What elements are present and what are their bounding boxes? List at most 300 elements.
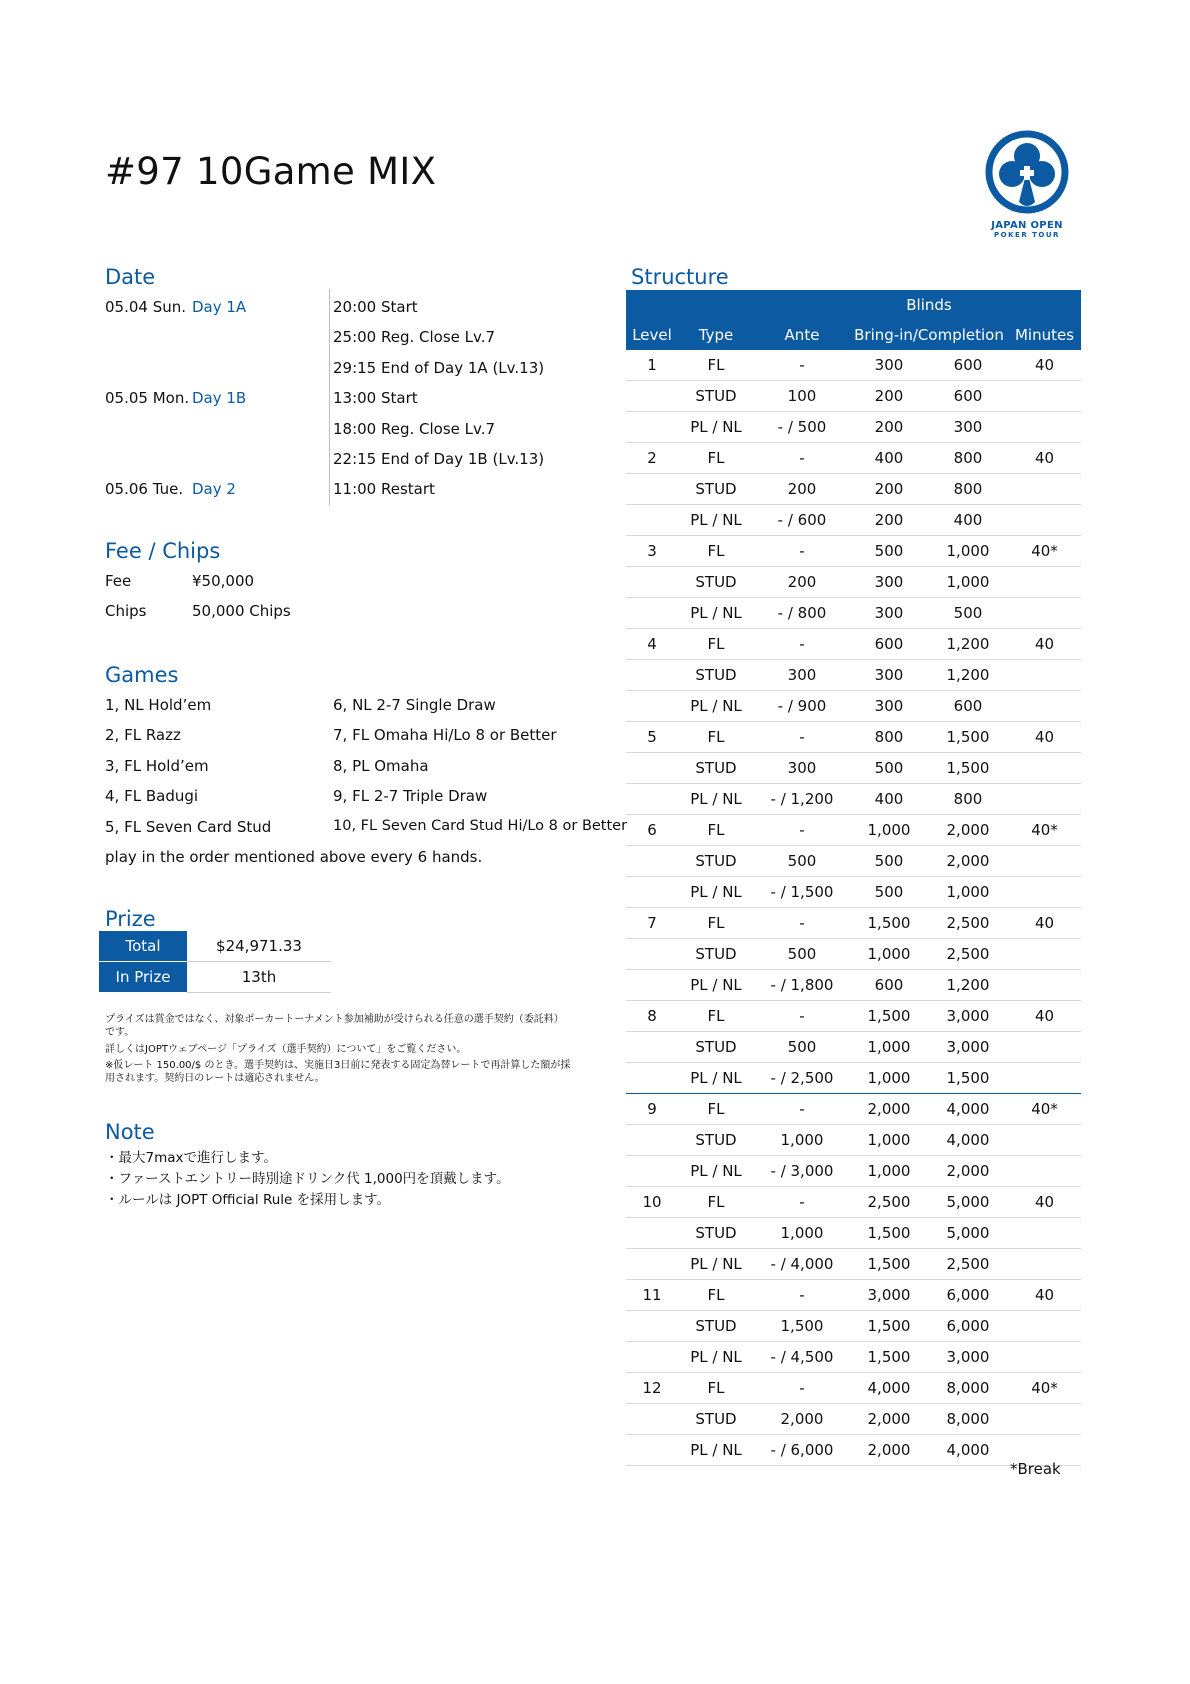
break-note: *Break: [1010, 1460, 1061, 1478]
game-item: 8, PL Omaha: [333, 757, 429, 775]
bring-in-cell: 200: [850, 412, 928, 443]
ante-cell: - / 6,000: [754, 1435, 850, 1466]
prize-heading: Prize: [105, 907, 156, 931]
level-cell: 6: [626, 815, 678, 846]
level-cell: [626, 691, 678, 722]
game-item: 10, FL Seven Card Stud Hi/Lo 8 or Better: [333, 818, 628, 834]
completion-cell: 6,000: [928, 1311, 1008, 1342]
completion-cell: 4,000: [928, 1435, 1008, 1466]
table-row: [626, 1063, 1081, 1094]
game-item: 2, FL Razz: [105, 726, 181, 744]
game-item: 3, FL Hold’em: [105, 757, 209, 775]
table-row: [626, 629, 1081, 660]
ante-cell: -: [754, 1187, 850, 1218]
completion-cell: 8,000: [928, 1373, 1008, 1404]
day-label: Day 2: [192, 480, 236, 498]
level-cell: 5: [626, 722, 678, 753]
header-bring-in: Bring-in/Completion: [850, 320, 1008, 350]
completion-cell: 500: [928, 598, 1008, 629]
bring-in-cell: 300: [850, 567, 928, 598]
game-item: 5, FL Seven Card Stud: [105, 818, 272, 836]
completion-cell: 1,500: [928, 722, 1008, 753]
date-row-1: [105, 298, 186, 316]
fee-heading: Fee / Chips: [105, 539, 221, 563]
ante-cell: 500: [754, 939, 850, 970]
table-row: [626, 660, 1081, 691]
bring-in-cell: 400: [850, 443, 928, 474]
level-cell: 2: [626, 443, 678, 474]
completion-cell: 300: [928, 412, 1008, 443]
completion-cell: 2,000: [928, 846, 1008, 877]
ante-cell: 200: [754, 567, 850, 598]
completion-cell: 600: [928, 381, 1008, 412]
level-cell: 12: [626, 1373, 678, 1404]
games-order-note: play in the order mentioned above every 6 hands.: [105, 848, 483, 866]
game-item: 6, NL 2-7 Single Draw: [333, 696, 496, 714]
type-cell: STUD: [678, 1311, 754, 1342]
day-label: Day 1A: [192, 298, 247, 316]
header-blank: [626, 290, 678, 320]
level-cell: [626, 1156, 678, 1187]
minutes-cell: [1008, 1156, 1081, 1187]
completion-cell: 8,000: [928, 1404, 1008, 1435]
minutes-cell: [1008, 1249, 1081, 1280]
level-cell: [626, 784, 678, 815]
minutes-cell: [1008, 939, 1081, 970]
type-cell: PL / NL: [678, 1342, 754, 1373]
bring-in-cell: 300: [850, 350, 928, 381]
minutes-cell: [1008, 1404, 1081, 1435]
date-value: 05.04 Sun.: [105, 298, 187, 316]
level-cell: [626, 474, 678, 505]
table-row: [626, 1404, 1081, 1435]
completion-cell: 1,000: [928, 877, 1008, 908]
minutes-cell: [1008, 1032, 1081, 1063]
ante-cell: -: [754, 536, 850, 567]
level-cell: [626, 970, 678, 1001]
completion-cell: 800: [928, 443, 1008, 474]
ante-cell: - / 500: [754, 412, 850, 443]
minutes-cell: 40: [1008, 1187, 1081, 1218]
prize-note-3: ※仮レート 150.00/$ のとき。選手契約は、実施日3日前に発表する固定為替レートで再計算した額が採用されます。契約日のレートは適応されません。: [105, 1060, 571, 1084]
table-row: [626, 753, 1081, 784]
table-row: [626, 1156, 1081, 1187]
bring-in-cell: 1,500: [850, 908, 928, 939]
ante-cell: -: [754, 1373, 850, 1404]
level-cell: [626, 1032, 678, 1063]
level-cell: 10: [626, 1187, 678, 1218]
bring-in-cell: 1,000: [850, 815, 928, 846]
ante-cell: - / 4,000: [754, 1249, 850, 1280]
table-row: [626, 536, 1081, 567]
minutes-cell: 40*: [1008, 1373, 1081, 1404]
date-divider: [329, 289, 330, 505]
completion-cell: 800: [928, 474, 1008, 505]
type-cell: STUD: [678, 1218, 754, 1249]
schedule-time: 20:00 Start: [333, 298, 418, 316]
minutes-cell: 40: [1008, 1001, 1081, 1032]
type-cell: FL: [678, 629, 754, 660]
minutes-cell: [1008, 753, 1081, 784]
completion-cell: 3,000: [928, 1001, 1008, 1032]
type-cell: PL / NL: [678, 877, 754, 908]
level-cell: 4: [626, 629, 678, 660]
level-cell: [626, 1311, 678, 1342]
type-cell: STUD: [678, 1404, 754, 1435]
date-heading: Date: [105, 265, 156, 289]
ante-cell: - / 800: [754, 598, 850, 629]
bring-in-cell: 300: [850, 598, 928, 629]
completion-cell: 1,000: [928, 536, 1008, 567]
date-value: 05.05 Mon.: [105, 389, 190, 407]
type-cell: FL: [678, 1373, 754, 1404]
structure-table: [626, 290, 1081, 1466]
level-cell: [626, 660, 678, 691]
bring-in-cell: 300: [850, 691, 928, 722]
level-cell: 1: [626, 350, 678, 381]
header-minutes: Minutes: [1008, 320, 1081, 350]
minutes-cell: [1008, 846, 1081, 877]
game-item: 7, FL Omaha Hi/Lo 8 or Better: [333, 726, 557, 744]
type-cell: PL / NL: [678, 1435, 754, 1466]
level-cell: 7: [626, 908, 678, 939]
date-value: 05.06 Tue.: [105, 480, 184, 498]
table-row: [626, 691, 1081, 722]
ante-cell: -: [754, 1280, 850, 1311]
completion-cell: 2,500: [928, 1249, 1008, 1280]
bring-in-cell: 1,500: [850, 1218, 928, 1249]
schedule-time: 13:00 Start: [333, 389, 418, 407]
minutes-cell: 40: [1008, 722, 1081, 753]
header-blinds: Blinds: [850, 290, 1008, 320]
structure-body: [626, 350, 1081, 1466]
bring-in-cell: 1,500: [850, 1001, 928, 1032]
table-row: [626, 846, 1081, 877]
schedule-time: 29:15 End of Day 1A (Lv.13): [333, 359, 545, 377]
table-row: [626, 350, 1081, 381]
level-cell: [626, 412, 678, 443]
completion-cell: 600: [928, 691, 1008, 722]
bring-in-cell: 300: [850, 660, 928, 691]
bring-in-cell: 1,000: [850, 939, 928, 970]
table-row: [626, 1125, 1081, 1156]
type-cell: STUD: [678, 381, 754, 412]
completion-cell: 1,500: [928, 1063, 1008, 1094]
prize-inprize-value: 13th: [187, 962, 331, 993]
type-cell: FL: [678, 908, 754, 939]
level-cell: [626, 1249, 678, 1280]
completion-cell: 4,000: [928, 1094, 1008, 1125]
prize-total-value: $24,971.33: [187, 931, 331, 962]
level-cell: [626, 753, 678, 784]
level-cell: [626, 1435, 678, 1466]
completion-cell: 2,000: [928, 815, 1008, 846]
minutes-cell: [1008, 1311, 1081, 1342]
bring-in-cell: 500: [850, 536, 928, 567]
ante-cell: -: [754, 443, 850, 474]
header-blank: [754, 290, 850, 320]
games-heading: Games: [105, 663, 179, 687]
table-row: [626, 598, 1081, 629]
ante-cell: 1,000: [754, 1125, 850, 1156]
level-cell: [626, 505, 678, 536]
table-row: [626, 1094, 1081, 1125]
ante-cell: - / 900: [754, 691, 850, 722]
ante-cell: - / 600: [754, 505, 850, 536]
bring-in-cell: 500: [850, 846, 928, 877]
minutes-cell: [1008, 660, 1081, 691]
minutes-cell: 40*: [1008, 815, 1081, 846]
minutes-cell: 40: [1008, 443, 1081, 474]
ante-cell: -: [754, 908, 850, 939]
header-level: Level: [626, 320, 678, 350]
prize-row-inprize: [99, 962, 331, 993]
type-cell: PL / NL: [678, 1249, 754, 1280]
completion-cell: 600: [928, 350, 1008, 381]
ante-cell: - / 1,200: [754, 784, 850, 815]
table-row: [626, 505, 1081, 536]
type-cell: PL / NL: [678, 505, 754, 536]
completion-cell: 2,500: [928, 939, 1008, 970]
table-row: [626, 1001, 1081, 1032]
type-cell: FL: [678, 443, 754, 474]
type-cell: STUD: [678, 660, 754, 691]
ante-cell: 1,000: [754, 1218, 850, 1249]
ante-cell: 500: [754, 846, 850, 877]
level-cell: [626, 1125, 678, 1156]
type-cell: FL: [678, 536, 754, 567]
header-blank: [678, 290, 754, 320]
minutes-cell: 40: [1008, 908, 1081, 939]
minutes-cell: [1008, 381, 1081, 412]
table-row: [626, 784, 1081, 815]
bring-in-cell: 2,500: [850, 1187, 928, 1218]
ante-cell: -: [754, 629, 850, 660]
schedule-time: 18:00 Reg. Close Lv.7: [333, 420, 496, 438]
level-cell: 3: [626, 536, 678, 567]
minutes-cell: [1008, 598, 1081, 629]
club-emblem-icon: [982, 130, 1072, 220]
game-item: 9, FL 2-7 Triple Draw: [333, 787, 488, 805]
prize-row-total: [99, 931, 331, 962]
type-cell: FL: [678, 1280, 754, 1311]
table-row: [626, 1187, 1081, 1218]
type-cell: STUD: [678, 1125, 754, 1156]
level-cell: [626, 846, 678, 877]
minutes-cell: 40: [1008, 1280, 1081, 1311]
level-cell: [626, 598, 678, 629]
table-row: [626, 412, 1081, 443]
ante-cell: - / 1,800: [754, 970, 850, 1001]
table-row: [626, 1342, 1081, 1373]
completion-cell: 1,000: [928, 567, 1008, 598]
type-cell: FL: [678, 1094, 754, 1125]
ante-cell: 100: [754, 381, 850, 412]
type-cell: FL: [678, 722, 754, 753]
table-row: [626, 1218, 1081, 1249]
type-cell: STUD: [678, 846, 754, 877]
level-cell: 8: [626, 1001, 678, 1032]
bring-in-cell: 1,000: [850, 1032, 928, 1063]
minutes-cell: [1008, 877, 1081, 908]
ante-cell: - / 3,000: [754, 1156, 850, 1187]
level-cell: [626, 1404, 678, 1435]
type-cell: FL: [678, 350, 754, 381]
type-cell: PL / NL: [678, 784, 754, 815]
bring-in-cell: 1,000: [850, 1063, 928, 1094]
completion-cell: 1,200: [928, 629, 1008, 660]
chips-label: Chips: [105, 602, 147, 620]
page-title: #97 10Game MIX: [105, 150, 437, 193]
level-cell: [626, 381, 678, 412]
table-row: [626, 1032, 1081, 1063]
completion-cell: 1,200: [928, 970, 1008, 1001]
minutes-cell: [1008, 1218, 1081, 1249]
bring-in-cell: 1,000: [850, 1125, 928, 1156]
note-line: ・ファーストエントリー時別途ドリンク代 1,000円を頂戴します。: [105, 1171, 510, 1187]
type-cell: PL / NL: [678, 691, 754, 722]
minutes-cell: 40: [1008, 350, 1081, 381]
ante-cell: 2,000: [754, 1404, 850, 1435]
ante-cell: - / 4,500: [754, 1342, 850, 1373]
completion-cell: 3,000: [928, 1032, 1008, 1063]
type-cell: PL / NL: [678, 970, 754, 1001]
table-row: [626, 722, 1081, 753]
ante-cell: 300: [754, 753, 850, 784]
minutes-cell: 40*: [1008, 536, 1081, 567]
type-cell: STUD: [678, 474, 754, 505]
type-cell: STUD: [678, 753, 754, 784]
minutes-cell: [1008, 970, 1081, 1001]
table-row: [626, 908, 1081, 939]
completion-cell: 2,000: [928, 1156, 1008, 1187]
minutes-cell: [1008, 505, 1081, 536]
structure-heading: Structure: [631, 265, 729, 289]
table-row: [626, 1373, 1081, 1404]
schedule-time: 11:00 Restart: [333, 480, 435, 498]
minutes-cell: [1008, 784, 1081, 815]
ante-cell: 1,500: [754, 1311, 850, 1342]
completion-cell: 5,000: [928, 1218, 1008, 1249]
table-row: [626, 970, 1081, 1001]
ante-cell: -: [754, 350, 850, 381]
bring-in-cell: 200: [850, 505, 928, 536]
table-row: [626, 1249, 1081, 1280]
minutes-cell: [1008, 1125, 1081, 1156]
bring-in-cell: 600: [850, 629, 928, 660]
bring-in-cell: 2,000: [850, 1404, 928, 1435]
table-row: [626, 567, 1081, 598]
bring-in-cell: 400: [850, 784, 928, 815]
bring-in-cell: 600: [850, 970, 928, 1001]
ante-cell: - / 1,500: [754, 877, 850, 908]
type-cell: PL / NL: [678, 598, 754, 629]
completion-cell: 4,000: [928, 1125, 1008, 1156]
ante-cell: -: [754, 815, 850, 846]
prize-note-2: 詳しくはJOPTウェブページ「プライズ（選手契約）について」をご覧ください。: [105, 1044, 467, 1055]
structure-header: [626, 320, 1081, 350]
minutes-cell: 40*: [1008, 1094, 1081, 1125]
bring-in-cell: 200: [850, 474, 928, 505]
type-cell: PL / NL: [678, 1156, 754, 1187]
prize-inprize-label: In Prize: [99, 962, 187, 993]
completion-cell: 1,500: [928, 753, 1008, 784]
bring-in-cell: 1,500: [850, 1342, 928, 1373]
day-label: Day 1B: [192, 389, 247, 407]
table-row: [626, 815, 1081, 846]
bring-in-cell: 3,000: [850, 1280, 928, 1311]
structure-header-top: [626, 290, 1081, 320]
jopt-logo: [982, 130, 1072, 240]
bring-in-cell: 500: [850, 753, 928, 784]
table-row: [626, 939, 1081, 970]
prize-table: [99, 931, 331, 993]
header-blank: [1008, 290, 1081, 320]
level-cell: [626, 877, 678, 908]
game-item: 4, FL Badugi: [105, 787, 199, 805]
type-cell: PL / NL: [678, 412, 754, 443]
prize-total-label: Total: [99, 931, 187, 962]
completion-cell: 1,200: [928, 660, 1008, 691]
note-heading: Note: [105, 1120, 155, 1144]
bring-in-cell: 200: [850, 381, 928, 412]
minutes-cell: [1008, 691, 1081, 722]
level-cell: 9: [626, 1094, 678, 1125]
ante-cell: -: [754, 1001, 850, 1032]
table-row: [626, 877, 1081, 908]
completion-cell: 800: [928, 784, 1008, 815]
ante-cell: 300: [754, 660, 850, 691]
bring-in-cell: 2,000: [850, 1094, 928, 1125]
bring-in-cell: 1,500: [850, 1311, 928, 1342]
chips-value: 50,000 Chips: [192, 602, 291, 620]
minutes-cell: [1008, 412, 1081, 443]
fee-value: ¥50,000: [192, 572, 255, 590]
level-cell: 11: [626, 1280, 678, 1311]
completion-cell: 400: [928, 505, 1008, 536]
type-cell: FL: [678, 1001, 754, 1032]
level-cell: [626, 567, 678, 598]
note-line: ・最大7maxで進行します。: [105, 1150, 277, 1166]
type-cell: FL: [678, 815, 754, 846]
table-row: [626, 1280, 1081, 1311]
type-cell: STUD: [678, 567, 754, 598]
prize-note-1: プライズは賞金ではなく、対象ポーカートーナメント参加補助が受けられる任意の選手契約（委託料）です。: [105, 1014, 564, 1038]
fee-label: Fee: [105, 572, 132, 590]
ante-cell: -: [754, 722, 850, 753]
minutes-cell: [1008, 1342, 1081, 1373]
note-line: ・ルールは JOPT Official Rule を採用します。: [105, 1192, 391, 1208]
level-cell: [626, 1342, 678, 1373]
type-cell: FL: [678, 1187, 754, 1218]
ante-cell: - / 2,500: [754, 1063, 850, 1094]
schedule-time: 25:00 Reg. Close Lv.7: [333, 328, 496, 346]
completion-cell: 2,500: [928, 908, 1008, 939]
bring-in-cell: 1,000: [850, 1156, 928, 1187]
minutes-cell: [1008, 1063, 1081, 1094]
completion-cell: 5,000: [928, 1187, 1008, 1218]
minutes-cell: [1008, 567, 1081, 598]
game-item: 1, NL Hold’em: [105, 696, 212, 714]
type-cell: STUD: [678, 1032, 754, 1063]
table-row: [626, 474, 1081, 505]
bring-in-cell: 4,000: [850, 1373, 928, 1404]
level-cell: [626, 1218, 678, 1249]
table-row: [626, 443, 1081, 474]
type-cell: PL / NL: [678, 1063, 754, 1094]
bring-in-cell: 1,500: [850, 1249, 928, 1280]
logo-text-sub: POKER TOUR: [994, 231, 1060, 239]
